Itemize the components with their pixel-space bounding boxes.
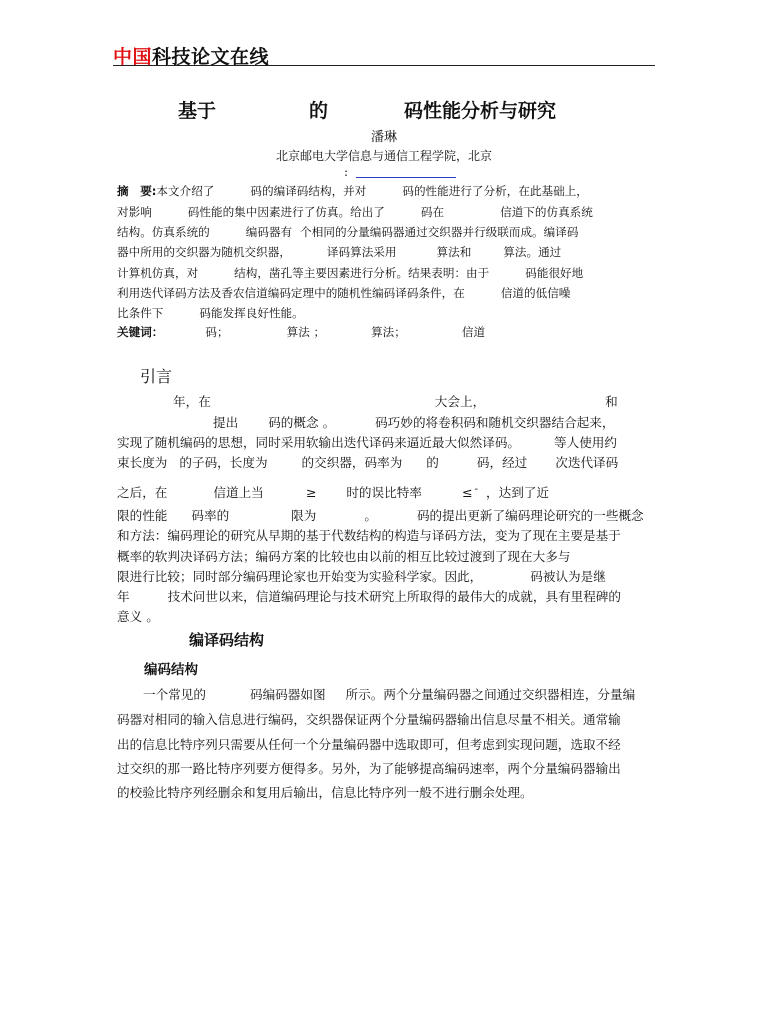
intro-text: 限的性能 xyxy=(117,508,168,523)
logo-red-text: 中国 xyxy=(113,46,153,68)
intro-text: 次迭代译码 xyxy=(555,455,619,470)
intro-text: 的交织器，码率为 xyxy=(301,455,403,470)
abstract-line xyxy=(117,283,657,304)
keyword: 码； xyxy=(205,325,229,339)
encoder-text: 码编码器如图 xyxy=(249,687,326,702)
encoder-line: 码器对相同的输入信息进行编码，交织器保证两个分量编码器输出信息尽量不相关。通常输 xyxy=(117,712,621,727)
abstract-text: 编码器有 xyxy=(245,225,293,239)
title-part-3: 码性能分析与研究 xyxy=(404,100,557,122)
keywords-line xyxy=(117,322,657,343)
title-part-2: 的 xyxy=(309,100,329,122)
intro-text: ，达到了近 xyxy=(486,485,549,500)
abstract-text: 本文介绍了 xyxy=(156,184,215,198)
abstract-text: 结构。仿真系统的 xyxy=(117,225,210,239)
abstract-text: 码在 xyxy=(420,205,445,219)
encoder-line: 过交织的那一路比特序列要方便得多。另外，为了能够提高编码速率，两个分量编码器输出 xyxy=(117,761,621,776)
author-affiliation: 北京邮电大学信息与通信工程学院，北京 xyxy=(275,149,492,163)
intro-text: 技术问世以来，信道编码理论与技术研究上所取得的最伟大的成就，具有里程碑的 xyxy=(167,589,621,604)
inequality-symbol: ≥ xyxy=(305,485,317,500)
intro-line xyxy=(117,412,614,431)
section-heading-codec-structure: 编译码结构 xyxy=(189,631,265,649)
abstract-text: 比条件下 xyxy=(117,306,164,320)
encoder-text: 一个常见的 xyxy=(143,687,206,702)
abstract-text: 算法和 xyxy=(436,245,472,259)
subsection-heading-encoder: 编码结构 xyxy=(144,662,198,678)
intro-text: 信道上当 xyxy=(213,485,264,500)
intro-text: 实现了随机编码的思想，同时采用软输出迭代译码来逼近最大似然译码。 xyxy=(117,435,520,450)
intro-line xyxy=(117,432,617,451)
intro-text: 年 xyxy=(117,589,130,604)
encoder-line: 的校验比特序列经删余和复用后输出，信息比特序列一般不进行删余处理。 xyxy=(117,785,533,800)
intro-text: 年，在 xyxy=(173,394,211,409)
intro-text: 码被认为是继 xyxy=(530,569,606,584)
contact-line xyxy=(344,165,456,179)
intro-line xyxy=(117,566,606,585)
encoder-line xyxy=(117,684,635,703)
exponent-minus: - xyxy=(474,482,478,495)
abstract-text: 算法。通过 xyxy=(503,245,562,259)
intro-text: 提出 xyxy=(213,415,239,430)
abstract-line xyxy=(117,242,657,263)
section-heading-introduction: 引言 xyxy=(140,367,173,386)
inequality-symbol: ≤ xyxy=(461,485,473,500)
contact-prefix: : xyxy=(344,165,349,179)
intro-text: 的 xyxy=(426,455,439,470)
intro-text: 和 xyxy=(605,394,618,409)
intro-line xyxy=(117,586,621,605)
abstract-line xyxy=(117,222,657,243)
abstract-text: 信道的低信噪 xyxy=(500,286,571,300)
abstract-text: 码性能的集中因素进行了仿真。给出了 xyxy=(187,205,385,219)
abstract-text: 码能很好地 xyxy=(525,266,584,280)
abstract-text: 信道下的仿真系统 xyxy=(500,205,593,219)
abstract-label: 摘 要: xyxy=(117,184,157,198)
author-name: 潘琳 xyxy=(370,130,397,145)
abstract-text: 结构，凿孔等主要因素进行分析。结果表明：由于 xyxy=(234,266,490,280)
encoder-text: 所示。两个分量编码器之间通过交织器相连，分量编 xyxy=(345,687,636,702)
intro-text: 码率的 xyxy=(191,508,230,523)
abstract-text: 利用迭代译码方法及香农信道编码定理中的随机性编码译码条件，在 xyxy=(117,286,465,300)
abstract-text: 对影响 xyxy=(117,205,152,219)
abstract-line xyxy=(117,263,657,284)
abstract-text: 计算机仿真，对 xyxy=(117,266,199,280)
intro-text: 束长度为 xyxy=(117,455,168,470)
keywords-label: 关键词： xyxy=(117,325,164,339)
intro-text: 限进行比较；同时部分编码理论家也开始变为实验科学家。因此， xyxy=(117,569,483,584)
intro-line xyxy=(117,505,644,524)
email-link-underline[interactable] xyxy=(356,177,456,178)
intro-line: 意义 。 xyxy=(117,609,159,624)
title-part-1: 基于 xyxy=(178,100,217,122)
intro-text: 等人使用约 xyxy=(554,435,617,450)
logo-black-text: 科技论文在线 xyxy=(152,46,270,68)
keyword: 信道 xyxy=(461,325,486,339)
intro-text: 之后，在 xyxy=(117,485,168,500)
abstract-text: 器中所用的交织器为随机交织器， xyxy=(117,245,291,259)
abstract-text: 个相同的分量编码器通过交织器并行级联而成。编译码 xyxy=(300,225,579,239)
abstract-text: 译码算法采用 xyxy=(326,245,397,259)
intro-text: 码的概念 。 xyxy=(268,415,336,430)
intro-text: 时的误比特率 xyxy=(346,485,422,500)
intro-text: 大会上， xyxy=(434,394,486,409)
abstract-text: 码的性能进行了分析，在此基础上， xyxy=(402,184,588,198)
keyword: 算法 ； xyxy=(286,325,326,339)
intro-text: 的子码，长度为 xyxy=(179,455,268,470)
abstract-text: 码能发挥良好性能。 xyxy=(199,306,304,320)
abstract-line xyxy=(117,202,657,223)
intro-line xyxy=(117,452,618,471)
intro-line: 和方法：编码理论的研究从早期的基于代数结构的构造与译码方法，变为了现在主要是基于 xyxy=(117,528,621,543)
intro-text: 码巧妙的将卷积码和随机交织器结合起来， xyxy=(375,415,615,430)
abstract-text: 码的编译码结构，并对 xyxy=(250,184,367,198)
intro-line xyxy=(117,391,618,410)
intro-line xyxy=(117,482,549,501)
intro-line: 概率的软判决译码方法；编码方案的比较也由以前的相互比较过渡到了现在大多与 xyxy=(117,549,571,564)
encoder-line: 出的信息比特序列只需要从任何一个分量编码器中选取即可，但考虑到实现问题，选取不经 xyxy=(117,737,621,752)
intro-text: 限为 xyxy=(291,508,317,523)
header-rule xyxy=(113,65,655,66)
intro-text: 码，经过 xyxy=(476,455,528,470)
abstract-line xyxy=(117,181,657,202)
keyword: 算法； xyxy=(371,325,406,339)
abstract-line xyxy=(117,303,657,324)
intro-text: 码的提出更新了编码理论研究的一些概念 xyxy=(416,508,644,523)
intro-text: 。 xyxy=(364,508,377,523)
